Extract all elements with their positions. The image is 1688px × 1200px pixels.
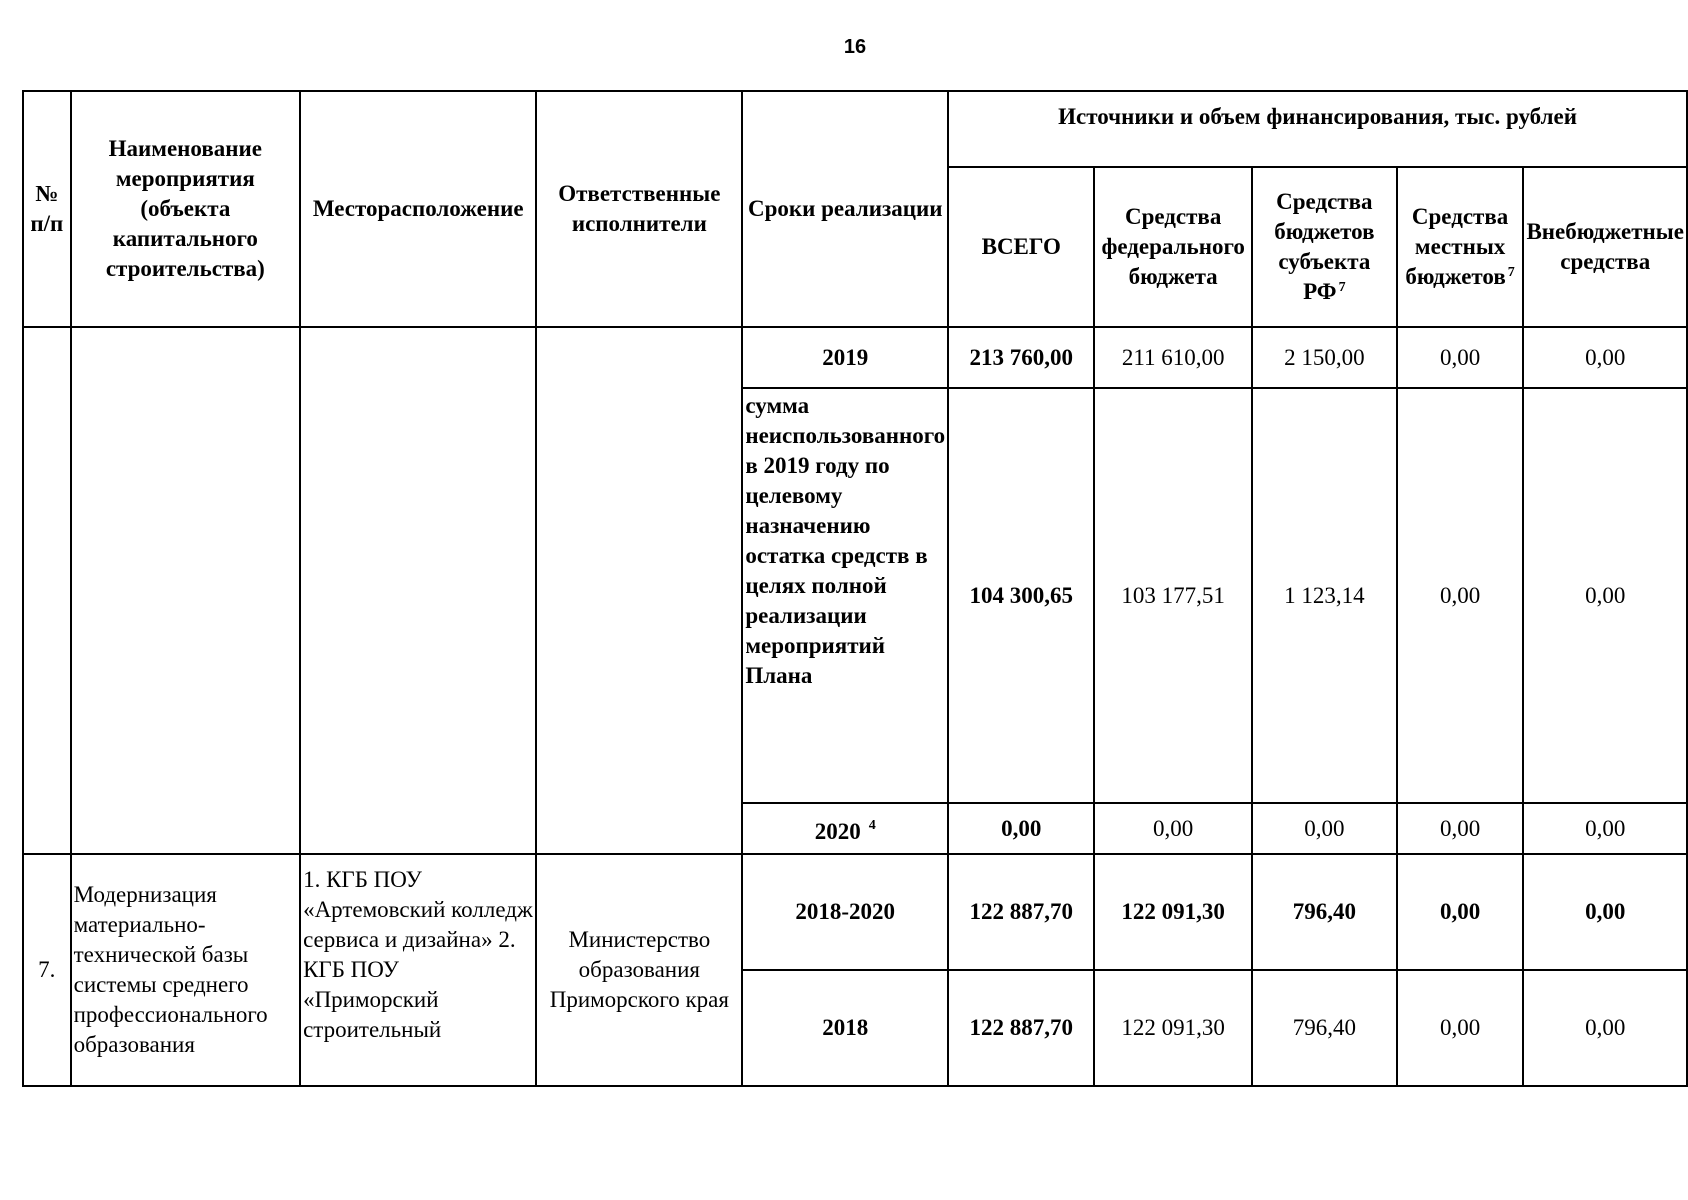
row-extra: 0,00 (1523, 854, 1687, 970)
row-extra: 0,00 (1523, 327, 1687, 388)
header-extra: Внебюджетные средства (1523, 167, 1687, 327)
row-total: 0,00 (948, 803, 1094, 854)
header-local-label: Средства местных бюджетов (1405, 204, 1509, 289)
row-term-year: 2020 (814, 818, 861, 844)
row-total: 122 887,70 (948, 854, 1094, 970)
item7-location: 1. КГБ ПОУ «Артемовский колледж сервиса и дизайна» 2. КГБ ПОУ «Приморский строительный (300, 854, 536, 1086)
header-terms: Сроки реализации (742, 91, 948, 327)
row-federal: 103 177,51 (1094, 388, 1252, 803)
row-regional: 1 123,14 (1252, 388, 1397, 803)
row-federal: 0,00 (1094, 803, 1252, 854)
header-total: ВСЕГО (948, 167, 1094, 327)
header-location: Месторасположение (300, 91, 536, 327)
row-local: 0,00 (1397, 854, 1524, 970)
row-local: 0,00 (1397, 388, 1524, 803)
header-local (1397, 167, 1524, 327)
row-term-footnote: 4 (868, 817, 876, 833)
cont-num-cell (23, 327, 71, 854)
table-row (23, 854, 1687, 970)
header-regional-footnote: 7 (1338, 280, 1346, 295)
header-regional-label: Средства бюджетов субъекта РФ (1274, 189, 1375, 304)
row-regional: 0,00 (1252, 803, 1397, 854)
row-term (742, 803, 948, 854)
item7-executor: Министерство образования Приморского края (536, 854, 742, 1086)
row-regional: 796,40 (1252, 854, 1397, 970)
row-local: 0,00 (1397, 970, 1524, 1086)
row-regional: 2 150,00 (1252, 327, 1397, 388)
item7-name: Модернизация материально-технической базы системы среднего профессионального образования (71, 854, 300, 1086)
table-row (23, 327, 1687, 388)
row-total: 104 300,65 (948, 388, 1094, 803)
row-federal: 122 091,30 (1094, 854, 1252, 970)
row-total: 213 760,00 (948, 327, 1094, 388)
row-term: 2018-2020 (742, 854, 948, 970)
row-federal: 211 610,00 (1094, 327, 1252, 388)
row-local: 0,00 (1397, 803, 1524, 854)
row-term: 2018 (742, 970, 948, 1086)
row-regional: 796,40 (1252, 970, 1397, 1086)
row-term-note: сумма неиспользованного в 2019 году по целевому назначению остатка средств в целях полной реализации мероприятий Плана (742, 388, 948, 803)
header-federal: Средства федерального бюджета (1094, 167, 1252, 327)
item7-num: 7. (23, 854, 71, 1086)
cont-name-cell (71, 327, 300, 854)
page-number: 16 (843, 36, 867, 58)
row-term: 2019 (742, 327, 948, 388)
header-regional (1252, 167, 1397, 327)
row-extra: 0,00 (1523, 803, 1687, 854)
header-financing: Источники и объем финансирования, тыс. рублей (948, 91, 1687, 167)
row-local: 0,00 (1397, 327, 1524, 388)
row-extra: 0,00 (1523, 388, 1687, 803)
header-local-footnote: 7 (1507, 265, 1515, 280)
cont-location-cell (300, 327, 536, 854)
row-total: 122 887,70 (948, 970, 1094, 1086)
financing-table (22, 90, 1688, 1087)
header-num: № п/п (23, 91, 71, 327)
cont-executors-cell (536, 327, 742, 854)
header-name: Наименование мероприятия (объекта капитального строительства) (71, 91, 300, 327)
row-extra: 0,00 (1523, 970, 1687, 1086)
header-executors: Ответственные исполнители (536, 91, 742, 327)
row-federal: 122 091,30 (1094, 970, 1252, 1086)
